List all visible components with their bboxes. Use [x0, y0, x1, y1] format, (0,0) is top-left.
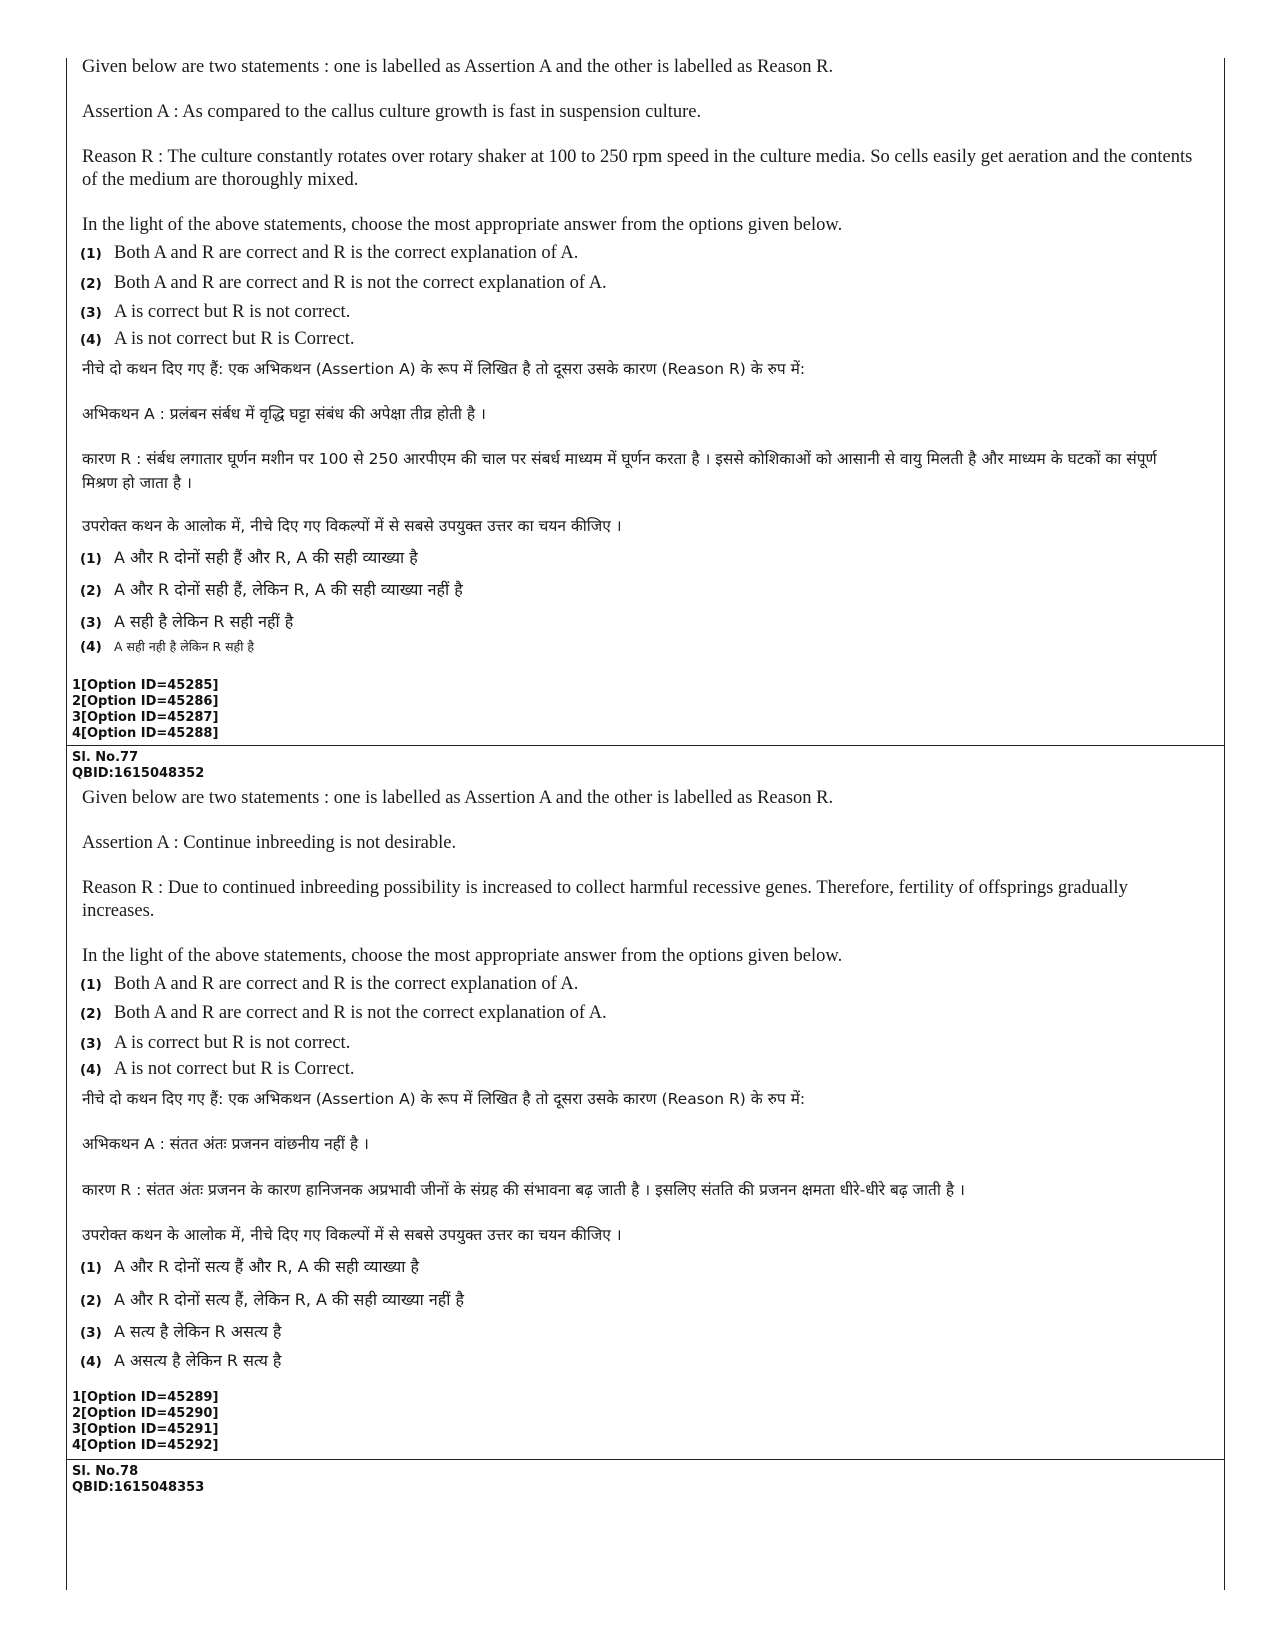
option-id-2: 2[Option ID=45290] — [72, 1406, 219, 1421]
option-hi-2 — [80, 1288, 464, 1310]
option-hi-4 — [80, 638, 254, 655]
option-number: (1) — [80, 246, 102, 262]
option-number: (2) — [80, 583, 102, 599]
option-en-3 — [80, 302, 350, 323]
reason-en: Reason R : The culture constantly rotates over rotary shaker at 100 to 250 rpm speed in the culture media. So cells easily get aeration and the contents of the medium are thoroughly mixed. — [82, 147, 1193, 190]
option-number: (3) — [80, 615, 102, 631]
option-text: A is not correct but R is Correct. — [114, 329, 355, 349]
option-number: (2) — [80, 1006, 102, 1022]
option-hi-3 — [80, 610, 293, 632]
option-hi-1 — [80, 546, 418, 568]
option-hi-2 — [80, 578, 463, 600]
option-id-2: 2[Option ID=45286] — [72, 694, 219, 709]
option-number: (4) — [80, 1354, 102, 1370]
assertion-en: Assertion A : As compared to the callus culture growth is fast in suspension culture. — [82, 102, 702, 122]
option-text: Both A and R are correct and R is not the correct explanation of A. — [114, 1003, 607, 1023]
option-en-2 — [80, 1003, 607, 1024]
intro-hi: नीचे दो कथन दिए गए हैं: एक अभिकथन (Assertion A) के रूप में लिखित है तो दूसरा उसके कारण (Reason R) के रुप में: — [82, 360, 806, 378]
option-en-2 — [80, 273, 607, 294]
option-id-3: 3[Option ID=45291] — [72, 1422, 219, 1437]
reason-hi: कारण R : संतत अंतः प्रजनन के कारण हानिजनक अप्रभावी जीनों के संग्रह की संभावना बढ़ जाती है । इसलिए संतति की प्रजनन क्षमता धीरे-धीरे बढ़ जाती है । — [82, 1181, 965, 1199]
assertion-hi: अभिकथन A : प्रलंबन संर्बध में वृद्धि घट्टा संबंध की अपेक्षा तीव्र होती है । — [82, 405, 486, 423]
option-number: (1) — [80, 977, 102, 993]
qbid: QBID:1615048353 — [72, 1480, 205, 1495]
option-en-3 — [80, 1033, 350, 1054]
instruction-en: In the light of the above statements, choose the most appropriate answer from the options given below. — [82, 215, 843, 235]
option-ids — [72, 1390, 218, 1454]
reason-hi: कारण R : संर्बध लगातार घूर्णन मशीन पर 100 से 250 आरपीएम की चाल पर संबर्ध माध्यम में घूर्णन करता है । इससे कोशिकाओं को आसानी से वायु मिलती है और माध्यम के घटकों का संपूर्ण मिश्रण हो जाता है । — [82, 450, 1157, 492]
option-number: (2) — [80, 276, 102, 292]
question-header — [72, 1464, 204, 1496]
option-text: A is not correct but R is Correct. — [114, 1059, 355, 1079]
option-en-1 — [80, 243, 578, 264]
option-text: A और R दोनों सत्य हैं और R, A की सही व्याख्या है — [114, 1257, 420, 1276]
option-text: A सत्य है लेकिन R असत्य है — [114, 1322, 282, 1341]
instruction-hi: उपरोक्त कथन के आलोक में, नीचे दिए गए विकल्पों में से सबसे उपयुक्त उत्तर का चयन कीजिए । — [82, 1226, 622, 1244]
option-id-4: 4[Option ID=45292] — [72, 1438, 219, 1453]
option-id-1: 1[Option ID=45285] — [72, 678, 219, 693]
question-header — [72, 750, 204, 782]
option-en-4 — [80, 1059, 354, 1080]
option-id-4: 4[Option ID=45288] — [72, 726, 219, 741]
serial-number: Sl. No.78 — [72, 1464, 139, 1479]
option-number: (4) — [80, 1062, 102, 1078]
intro-hi: नीचे दो कथन दिए गए हैं: एक अभिकथन (Assertion A) के रूप में लिखित है तो दूसरा उसके कारण (Reason R) के रुप में: — [82, 1090, 806, 1108]
option-number: (3) — [80, 305, 102, 321]
option-number: (1) — [80, 1260, 102, 1276]
option-number: (3) — [80, 1325, 102, 1341]
option-text: A is correct but R is not correct. — [114, 1033, 351, 1053]
option-hi-4 — [80, 1349, 281, 1371]
option-text: Both A and R are correct and R is not the correct explanation of A. — [114, 273, 607, 293]
option-number: (2) — [80, 1293, 102, 1309]
option-text: A और R दोनों सही हैं और R, A की सही व्याख्या है — [114, 548, 418, 567]
qbid: QBID:1615048352 — [72, 766, 205, 781]
option-number: (4) — [80, 332, 102, 348]
option-text: Both A and R are correct and R is the correct explanation of A. — [114, 243, 579, 263]
option-en-1 — [80, 974, 578, 995]
instruction-hi: उपरोक्त कथन के आलोक में, नीचे दिए गए विकल्पों में से सबसे उपयुक्त उत्तर का चयन कीजिए । — [82, 517, 622, 535]
option-hi-3 — [80, 1320, 281, 1342]
option-number: (3) — [80, 1036, 102, 1052]
option-id-1: 1[Option ID=45289] — [72, 1390, 219, 1405]
option-text: A is correct but R is not correct. — [114, 302, 351, 322]
option-number: (1) — [80, 551, 102, 567]
option-text: A सही नही है लेकिन R सही है — [114, 639, 255, 654]
question-divider — [66, 745, 1224, 746]
question-divider — [66, 1459, 1224, 1460]
option-text: A असत्य है लेकिन R सत्य है — [114, 1351, 282, 1370]
option-text: A सही है लेकिन R सही नहीं है — [114, 612, 294, 631]
intro-en: Given below are two statements : one is labelled as Assertion A and the other is labelled as Reason R. — [82, 57, 834, 77]
serial-number: Sl. No.77 — [72, 750, 139, 765]
reason-en: Reason R : Due to continued inbreeding possibility is increased to collect harmful recessive genes. Therefore, fertility of offsprings gradually increases. — [82, 878, 1128, 921]
option-id-3: 3[Option ID=45287] — [72, 710, 219, 725]
option-en-4 — [80, 329, 354, 350]
option-text: A और R दोनों सत्य हैं, लेकिन R, A की सही व्याख्या नहीं है — [114, 1290, 464, 1309]
intro-en: Given below are two statements : one is labelled as Assertion A and the other is labelled as Reason R. — [82, 788, 834, 808]
option-ids — [72, 678, 218, 742]
assertion-hi: अभिकथन A : संतत अंतः प्रजनन वांछनीय नहीं है । — [82, 1135, 369, 1153]
option-hi-1 — [80, 1255, 419, 1277]
instruction-en: In the light of the above statements, choose the most appropriate answer from the options given below. — [82, 946, 843, 966]
option-text: Both A and R are correct and R is the correct explanation of A. — [114, 974, 579, 994]
assertion-en: Assertion A : Continue inbreeding is not desirable. — [82, 833, 457, 853]
option-text: A और R दोनों सही हैं, लेकिन R, A की सही व्याख्या नहीं है — [114, 580, 463, 599]
option-number: (4) — [80, 639, 102, 655]
